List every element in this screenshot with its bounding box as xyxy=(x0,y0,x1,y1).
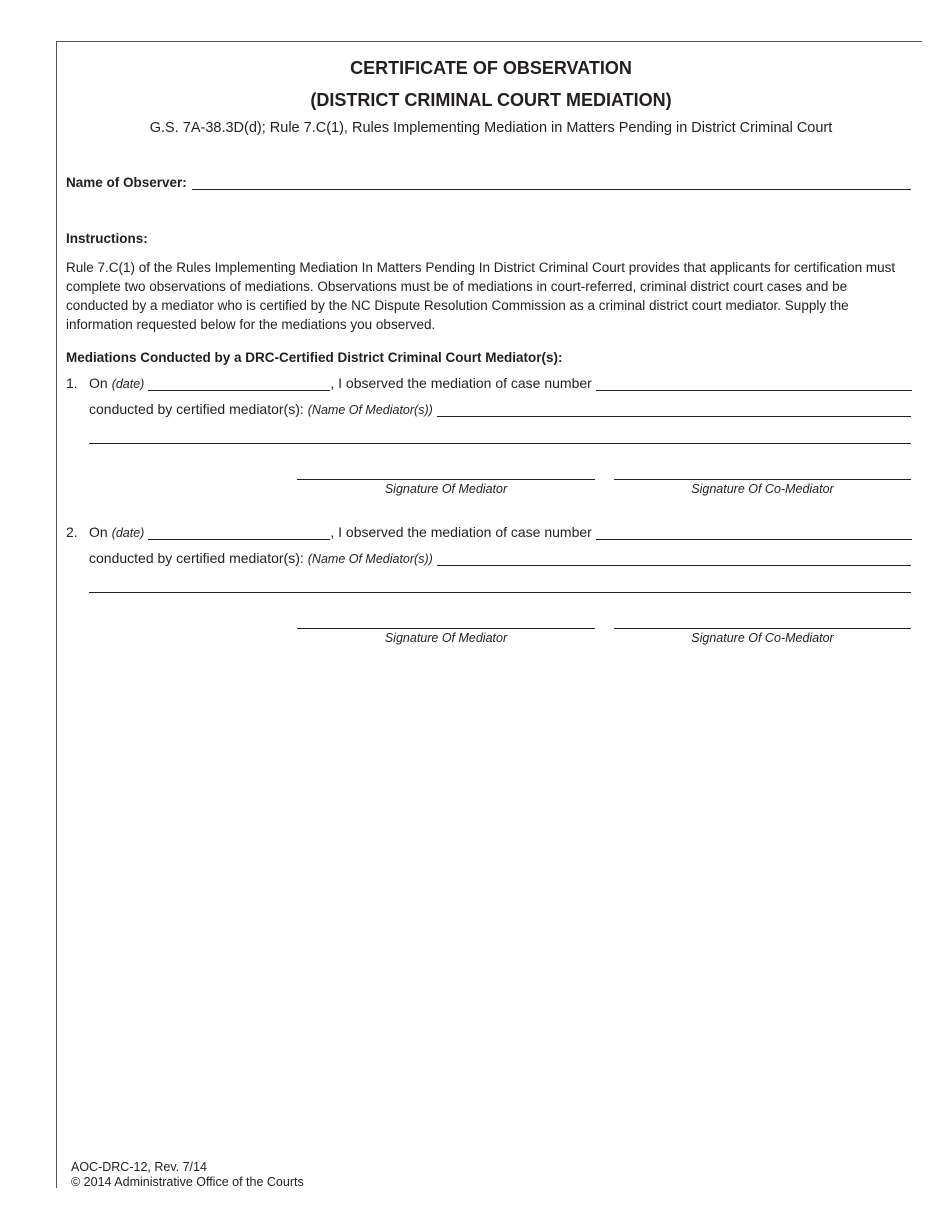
observation-2-on-label: On xyxy=(89,524,108,540)
observation-2-case-number-field[interactable] xyxy=(596,527,912,540)
mediations-section-heading: Mediations Conducted by a DRC-Certified District Criminal Court Mediator(s): xyxy=(66,350,563,365)
observation-1-comediator-signature[interactable]: Signature Of Co-Mediator xyxy=(614,479,911,496)
instructions-body: Rule 7.C(1) of the Rules Implementing Mediation In Matters Pending In District Criminal Court provides that applicants for certification must complete two observations of mediations. Observations must be of mediations in court-referred, criminal district court cases and be conducted by a mediator who is certified by the NC Dispute Resolution Commission as a criminal district court mediator. Supply the information requested below for the mediations you observed. xyxy=(66,260,896,332)
instructions-heading: Instructions: xyxy=(66,231,148,246)
observation-2-number: 2. xyxy=(66,524,78,540)
observation-2-mediator-name-field[interactable] xyxy=(437,553,911,566)
observation-2-extra-line[interactable] xyxy=(89,592,911,593)
observation-1-on-label: On xyxy=(89,375,108,391)
observation-2-conducted-text: conducted by certified mediator(s): xyxy=(89,550,304,566)
page-border-left xyxy=(56,41,57,1188)
observation-1-mediator-name-field[interactable] xyxy=(437,404,911,417)
observation-2-observed-text: , I observed the mediation of case number xyxy=(330,524,592,540)
statute-citation: G.S. 7A-38.3D(d); Rule 7.C(1), Rules Implementing Mediation in Matters Pending in District Criminal Court xyxy=(149,120,833,136)
observation-2-mediator-row xyxy=(89,550,911,566)
observation-1-case-number-field[interactable] xyxy=(596,378,912,391)
observation-1-mediator-signature[interactable]: Signature Of Mediator xyxy=(297,479,595,496)
observation-1-mediator-row xyxy=(89,401,911,417)
form-id: AOC-DRC-12, Rev. 7/14 xyxy=(71,1160,207,1174)
observation-1-mediator-hint: (Name Of Mediator(s)) xyxy=(307,403,433,417)
copyright-notice: © 2014 Administrative Office of the Courts xyxy=(71,1175,304,1189)
observer-name-label: Name of Observer: xyxy=(66,175,187,190)
observation-1-number: 1. xyxy=(66,375,78,391)
observer-name-row xyxy=(66,175,911,190)
form-title: CERTIFICATE OF OBSERVATION xyxy=(350,58,632,78)
observation-2-date-field[interactable] xyxy=(148,527,330,540)
observation-2-date-hint: (date) xyxy=(111,526,145,540)
observation-2-date-row xyxy=(66,524,912,540)
observer-name-field[interactable] xyxy=(192,176,911,190)
form-footer xyxy=(71,1160,304,1190)
observation-1-conducted-text: conducted by certified mediator(s): xyxy=(89,401,304,417)
observation-1-extra-line[interactable] xyxy=(89,443,911,444)
observation-2-mediator-signature[interactable]: Signature Of Mediator xyxy=(297,628,595,645)
observation-2-comediator-signature[interactable]: Signature Of Co-Mediator xyxy=(614,628,911,645)
observation-1-observed-text: , I observed the mediation of case number xyxy=(330,375,592,391)
observation-2-mediator-hint: (Name Of Mediator(s)) xyxy=(307,552,433,566)
observation-1-date-field[interactable] xyxy=(148,378,330,391)
observation-1-date-hint: (date) xyxy=(111,377,145,391)
form-subtitle: (DISTRICT CRIMINAL COURT MEDIATION) xyxy=(310,90,672,110)
observation-1-date-row xyxy=(66,375,912,391)
page-border-top xyxy=(56,41,922,42)
